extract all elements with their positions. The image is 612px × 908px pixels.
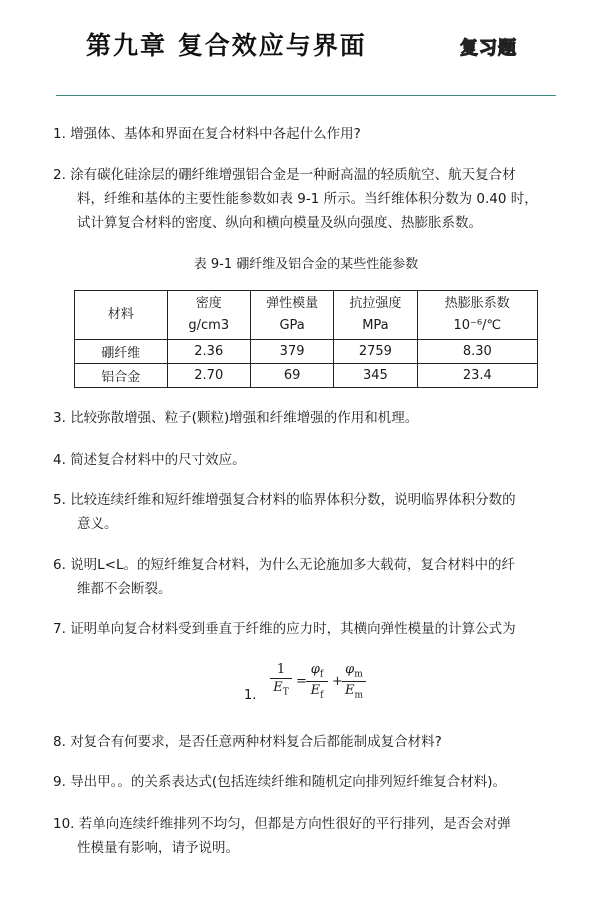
- question-10: [53, 812, 563, 860]
- review-tag: 复习题: [460, 38, 517, 59]
- table-cell: 2759: [334, 340, 417, 364]
- table-header-cell: 密度 g/cm3: [167, 291, 250, 340]
- table-cell: 379: [250, 340, 333, 364]
- table-cell: 2.70: [167, 364, 250, 388]
- equals-sign: =: [296, 674, 307, 689]
- table-header-cell: 弹性模量 GPa: [250, 291, 333, 340]
- question-number: 4.: [53, 452, 66, 468]
- question-number: 10.: [53, 816, 75, 832]
- question-text: 若单向连续纤维排列不均匀，但都是方向性很好的平行排列，是否会对弹: [78, 816, 511, 832]
- question-1: [53, 122, 563, 146]
- question-text: 维都不会断裂。: [77, 581, 172, 597]
- transverse-modulus-formula: [244, 660, 384, 710]
- question-7: [53, 617, 563, 641]
- question-9: [53, 770, 563, 794]
- table-cell: 铝合金: [75, 364, 168, 388]
- table-caption: 表 9-1 硼纤维及铝合金的某些性能参数: [193, 257, 419, 272]
- question-number: 3.: [53, 410, 66, 426]
- question-text: 比较连续纤维和短纤维增强复合材料的临界体积分数，说明临界体积分数的: [70, 492, 516, 508]
- table-cell: 23.4: [417, 364, 537, 388]
- question-text: 简述复合材料中的尺寸效应。: [70, 452, 246, 468]
- question-text: 增强体、基体和界面在复合材料中各起什么作用?: [70, 126, 361, 142]
- question-text: 性模量有影响，请予说明。: [77, 840, 239, 856]
- table-row: [75, 340, 538, 364]
- question-4: [53, 448, 563, 472]
- question-number: 1.: [53, 126, 66, 142]
- question-6: [53, 553, 563, 601]
- question-number: 2.: [53, 167, 66, 183]
- formula-term-fiber: $\varphi_f$ $E_f$: [306, 662, 328, 700]
- header-divider: [56, 95, 556, 96]
- question-2: [53, 163, 563, 235]
- question-number: 6.: [53, 557, 66, 573]
- question-text: 证明单向复合材料受到垂直于纤维的应力时，其横向弹性模量的计算公式为: [70, 621, 516, 637]
- table-header-cell: 材料: [75, 291, 168, 340]
- chapter-title: 第九章 复合效应与界面: [86, 31, 367, 60]
- question-text: 说明L<L。的短纤维复合材料，为什么无论施加多大载荷，复合材料中的纤: [70, 557, 516, 573]
- table-header-cell: 热膨胀系数 10⁻⁶/℃: [417, 291, 537, 340]
- question-text: 意义。: [77, 516, 118, 532]
- question-text: 料，纤维和基体的主要性能参数如表 9-1 所示。当纤维体积分数为 0.40 时，: [77, 191, 538, 207]
- formula-lhs: 1 $E_T$: [270, 662, 292, 698]
- table-cell: 8.30: [417, 340, 537, 364]
- table-row: [75, 364, 538, 388]
- formula-index: 1.: [244, 688, 257, 703]
- question-number: 5.: [53, 492, 66, 508]
- table-cell: 69: [250, 364, 333, 388]
- table-cell: 硼纤维: [75, 340, 168, 364]
- table-header-row: [75, 291, 538, 340]
- table-header-cell: 抗拉强度 MPa: [334, 291, 417, 340]
- question-number: 8.: [53, 734, 66, 750]
- plus-sign: +: [332, 674, 343, 689]
- question-number: 9.: [53, 774, 66, 790]
- table-cell: 345: [334, 364, 417, 388]
- page-header: [0, 0, 612, 98]
- question-8: [53, 730, 563, 754]
- table-cell: 2.36: [167, 340, 250, 364]
- question-text: 比较弥散增强、粒子(颗粒)增强和纤维增强的作用和机理。: [70, 410, 419, 426]
- formula-term-matrix: $\varphi_m$ $E_m$: [342, 662, 366, 700]
- question-text: 试计算复合材料的密度、纵向和横向模量及纵向强度、热膨胀系数。: [77, 215, 482, 231]
- question-text: 导出甲。。的关系表达式(包括连续纤维和随机定向排列短纤维复合材料)。: [70, 774, 506, 790]
- question-number: 7.: [53, 621, 66, 637]
- question-text: 涂有碳化硅涂层的硼纤维增强铝合金是一种耐高温的轻质航空、航天复合材: [70, 167, 516, 183]
- question-text: 对复合有何要求，是否任意两种材料复合后都能制成复合材料?: [70, 734, 442, 750]
- question-3: [53, 406, 563, 430]
- properties-table: [74, 290, 538, 388]
- question-5: [53, 488, 563, 536]
